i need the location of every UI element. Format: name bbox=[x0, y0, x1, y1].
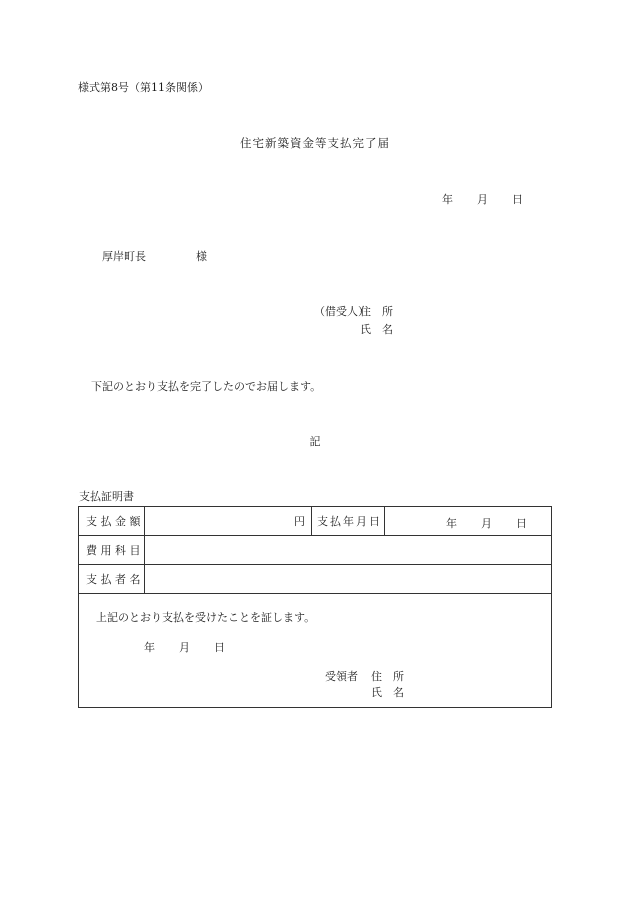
addressee-honorific: 様 bbox=[196, 250, 207, 263]
notification-text: 下記のとおり支払を完了したのでお届します。 bbox=[91, 380, 322, 393]
payer-row bbox=[79, 565, 552, 594]
form-number: 様式第8号（第11条関係） bbox=[78, 81, 209, 94]
expense-item-label: 費用科目 bbox=[79, 536, 145, 565]
amount-row bbox=[79, 507, 552, 536]
amount-value-cell[interactable] bbox=[145, 507, 312, 536]
payment-day-label: 日 bbox=[516, 517, 527, 530]
payer-value-cell[interactable] bbox=[145, 565, 552, 594]
date-day-label: 日 bbox=[512, 193, 523, 206]
borrower-address-label: 住所 bbox=[360, 305, 404, 318]
statement-cell bbox=[79, 594, 552, 708]
addressee-name: 厚岸町長 bbox=[102, 250, 146, 263]
document-title: 住宅新築資金等支払完了届 bbox=[240, 136, 390, 150]
statement-year-label: 年 bbox=[144, 641, 155, 654]
statement-text: 上記のとおり支払を受けたことを証します。 bbox=[96, 611, 316, 624]
payment-certificate-table bbox=[78, 506, 552, 708]
receiver-label: 受領者 bbox=[325, 670, 358, 683]
payment-date-label: 支払年月日 bbox=[312, 507, 385, 536]
expense-item-value-cell[interactable] bbox=[145, 536, 552, 565]
payment-month-label: 月 bbox=[481, 517, 492, 530]
statement-month-label: 月 bbox=[179, 641, 190, 654]
statement-day-label: 日 bbox=[214, 641, 225, 654]
payment-date-cell[interactable] bbox=[385, 507, 552, 536]
receiver-address-label: 住所 bbox=[371, 670, 415, 683]
date-month-label: 月 bbox=[477, 193, 488, 206]
borrower-name-label: 氏名 bbox=[360, 323, 404, 336]
certificate-title: 支払証明書 bbox=[79, 490, 134, 503]
date-year-label: 年 bbox=[442, 193, 453, 206]
borrower-label: （借受人） bbox=[314, 305, 369, 318]
expense-item-row bbox=[79, 536, 552, 565]
receiver-name-label: 氏名 bbox=[371, 686, 415, 699]
statement-row bbox=[79, 594, 552, 708]
ki-heading: 記 bbox=[309, 435, 321, 448]
payment-year-label: 年 bbox=[446, 517, 457, 530]
amount-label: 支払金額 bbox=[79, 507, 145, 536]
currency-unit: 円 bbox=[294, 515, 305, 528]
payer-label: 支払者名 bbox=[79, 565, 145, 594]
